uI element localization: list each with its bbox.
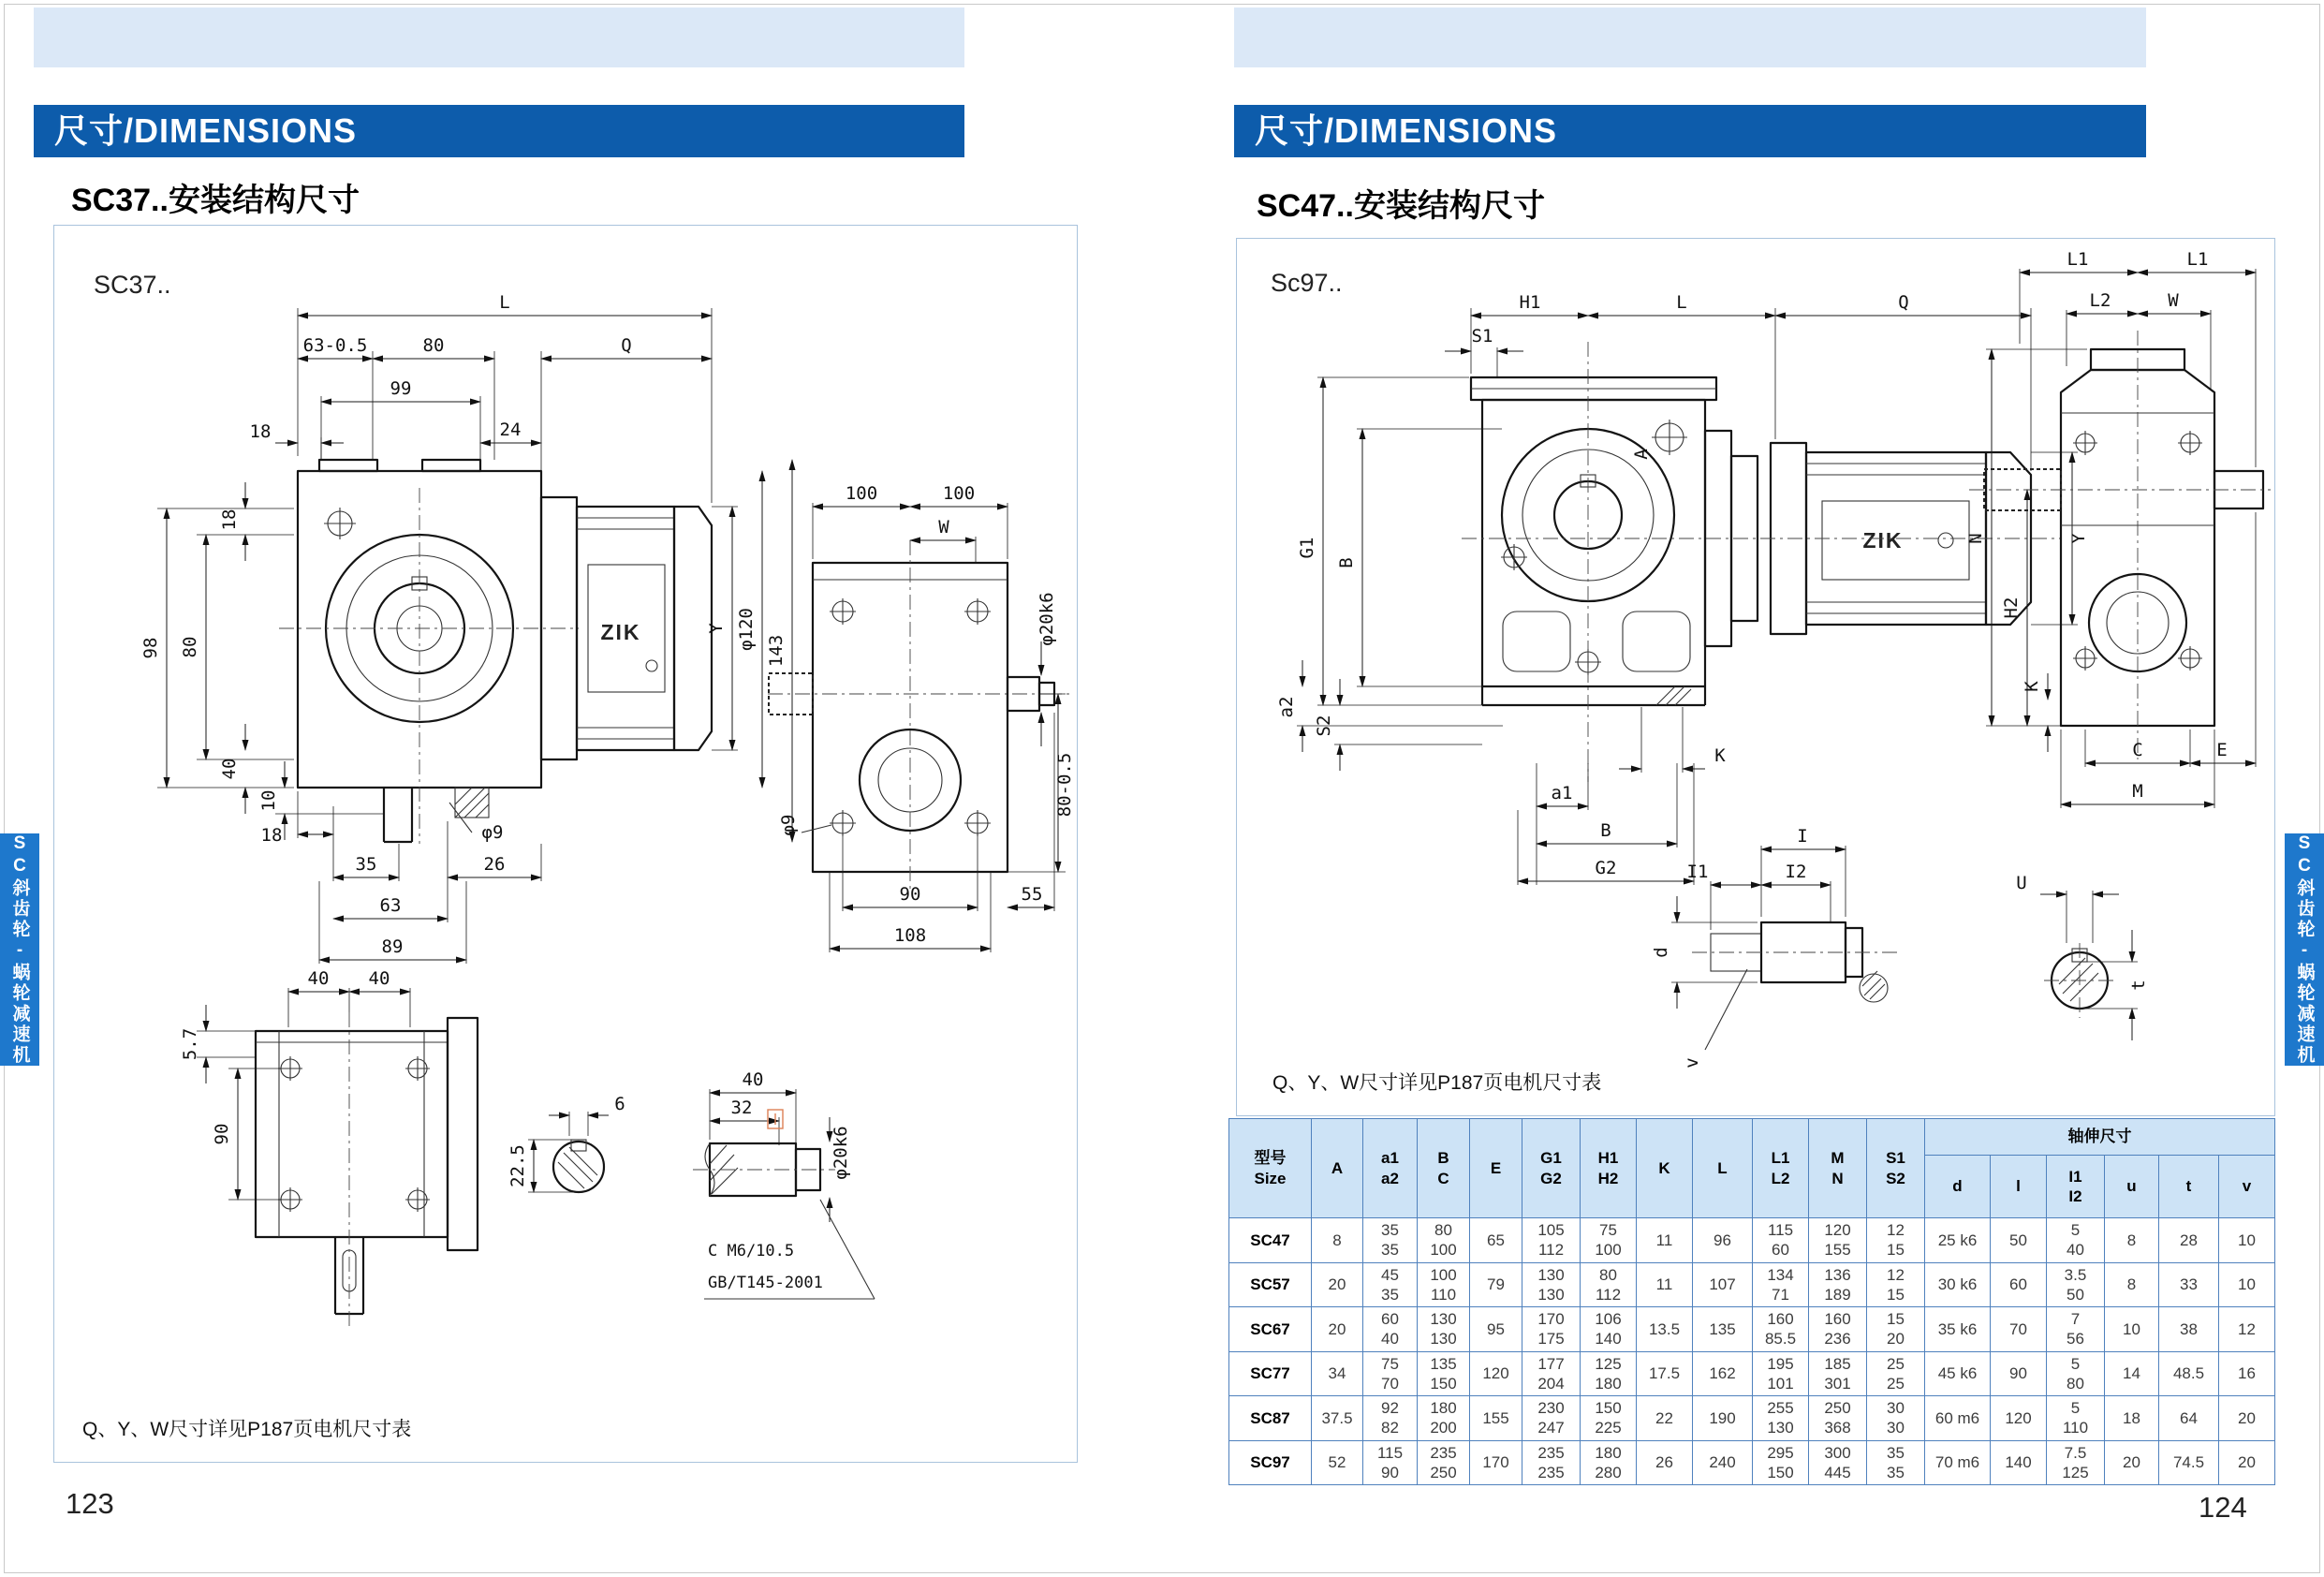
svg-text:W: W	[938, 517, 949, 538]
dim-value-cell: 195 101	[1753, 1351, 1809, 1396]
col-header-v: v	[2219, 1156, 2275, 1218]
dim-value-cell: 75 100	[1581, 1218, 1637, 1263]
key-section-view	[2016, 873, 2149, 1040]
dim-value-cell: 80 112	[1581, 1262, 1637, 1307]
svg-text:S1: S1	[1471, 326, 1493, 346]
svg-text:L: L	[1676, 292, 1687, 313]
table-row	[1229, 1307, 2275, 1352]
dim-value-cell: 18	[2105, 1396, 2159, 1441]
right-section-banner	[1234, 105, 2146, 157]
left-section-banner	[34, 105, 964, 157]
svg-text:C M6/10.5: C M6/10.5	[708, 1242, 795, 1260]
dim-value-cell: 160 236	[1809, 1307, 1867, 1352]
dim-value-cell: 30 k6	[1925, 1262, 1991, 1307]
table-row	[1229, 1396, 2275, 1441]
svg-text:Q: Q	[1898, 292, 1909, 313]
dim-value-cell: 92 82	[1363, 1396, 1418, 1441]
dim-value-cell: 60 m6	[1925, 1396, 1991, 1441]
dim-value-cell: 7.5 125	[2047, 1440, 2105, 1485]
svg-text:S2: S2	[1314, 715, 1334, 737]
svg-text:22.5: 22.5	[507, 1144, 528, 1187]
svg-text:Q: Q	[621, 335, 632, 356]
model-size-cell: SC57	[1229, 1262, 1312, 1307]
dim-value-cell: 45 k6	[1925, 1351, 1991, 1396]
dim-value-cell: 135	[1693, 1307, 1753, 1352]
motor-logo: ZIK	[600, 620, 641, 644]
dim-value-cell: 64	[2159, 1396, 2219, 1441]
col-header-u: u	[2105, 1156, 2159, 1218]
svg-text:v: v	[1682, 1057, 1702, 1069]
svg-text:6: 6	[614, 1094, 625, 1114]
dim-value-cell: 190	[1693, 1396, 1753, 1441]
dim-value-cell: 134 71	[1753, 1262, 1809, 1307]
dim-value-cell: 10	[2219, 1218, 2275, 1263]
dim-value-cell: 60 40	[1363, 1307, 1418, 1352]
dim-value-cell: 120	[1991, 1396, 2047, 1441]
dim-value-cell: 140	[1991, 1440, 2047, 1485]
svg-text:K: K	[2022, 681, 2042, 692]
svg-text:B: B	[1600, 820, 1611, 841]
dim-value-cell: 20	[2105, 1440, 2159, 1485]
svg-text:L: L	[499, 292, 510, 313]
dim-value-cell: 48.5	[2159, 1351, 2219, 1396]
dim-value-cell: 5 80	[2047, 1351, 2105, 1396]
dim-value-cell: 5 110	[2047, 1396, 2105, 1441]
dim-value-cell: 15 20	[1867, 1307, 1925, 1352]
dim-value-cell: 106 140	[1581, 1307, 1637, 1352]
dim-value-cell: 10	[2105, 1307, 2159, 1352]
dim-value-cell: 20	[2219, 1440, 2275, 1485]
svg-text:U: U	[2016, 873, 2027, 893]
dim-value-cell: 20	[2219, 1396, 2275, 1441]
left-side-tab: SC斜齿轮-蜗轮减速机	[0, 833, 39, 1066]
dim-value-cell: 230 247	[1522, 1396, 1581, 1441]
svg-text:L1: L1	[2067, 249, 2089, 270]
model-size-cell: SC87	[1229, 1396, 1312, 1441]
svg-text:63: 63	[379, 895, 402, 916]
dim-value-cell: 235 250	[1418, 1440, 1470, 1485]
svg-text:GB/T145-2001: GB/T145-2001	[708, 1274, 823, 1292]
col-header-a1a2: a1 a2	[1363, 1119, 1418, 1218]
col-header-d: d	[1925, 1156, 1991, 1218]
dim-value-cell: 52	[1312, 1440, 1363, 1485]
svg-text:t: t	[2128, 980, 2149, 991]
dimension-table	[1228, 1118, 2275, 1485]
dim-value-cell: 120	[1470, 1351, 1522, 1396]
side-view	[768, 483, 1075, 952]
svg-text:H2: H2	[2001, 597, 2022, 619]
dim-value-cell: 100 110	[1418, 1262, 1470, 1307]
dim-value-cell: 295 150	[1753, 1440, 1809, 1485]
svg-text:I2: I2	[1785, 862, 1807, 882]
dim-value-cell: 162	[1693, 1351, 1753, 1396]
dim-value-cell: 150 225	[1581, 1396, 1637, 1441]
dim-value-cell: 115 90	[1363, 1440, 1418, 1485]
svg-text:108: 108	[893, 925, 927, 946]
left-banner-label: 尺寸/DIMENSIONS	[54, 111, 358, 150]
dim-value-cell: 5 40	[2047, 1218, 2105, 1263]
svg-text:K: K	[1714, 745, 1726, 766]
table-row	[1229, 1351, 2275, 1396]
svg-text:B: B	[1336, 557, 1357, 568]
dim-value-cell: 255 130	[1753, 1396, 1809, 1441]
dim-value-cell: 3.5 50	[2047, 1262, 2105, 1307]
right-banner-label: 尺寸/DIMENSIONS	[1255, 111, 1558, 150]
svg-text:89: 89	[381, 936, 404, 957]
svg-text:d: d	[1651, 947, 1671, 958]
dim-value-cell: 33	[2159, 1262, 2219, 1307]
bottom-view	[180, 968, 478, 1329]
dim-value-cell: 16	[2219, 1351, 2275, 1396]
sc47-technical-drawing	[1237, 239, 2274, 1115]
dim-value-cell: 22	[1637, 1396, 1693, 1441]
shaft-detail-view	[1651, 826, 1898, 1069]
dim-value-cell: 170 175	[1522, 1307, 1581, 1352]
svg-text:I: I	[1797, 826, 1808, 847]
drawing-variant-label: SC37..	[94, 271, 171, 299]
left-page-number: 123	[66, 1487, 114, 1520]
svg-text:E: E	[2216, 740, 2228, 760]
col-header-BC: B C	[1418, 1119, 1470, 1218]
col-header-E: E	[1470, 1119, 1522, 1218]
dim-value-cell: 45 35	[1363, 1262, 1418, 1307]
motor-dims-note: Q、Y、W尺寸详见P187页电机尺寸表	[82, 1419, 412, 1440]
dim-value-cell: 26	[1637, 1440, 1693, 1485]
dim-value-cell: 96	[1693, 1218, 1753, 1263]
svg-text:5.7: 5.7	[180, 1027, 200, 1061]
dim-value-cell: 8	[2105, 1262, 2159, 1307]
svg-text:φ20k6: φ20k6	[831, 1126, 851, 1180]
col-header-L: L	[1693, 1119, 1753, 1218]
dim-value-cell: 235 235	[1522, 1440, 1581, 1485]
col-header-S1S2: S1 S2	[1867, 1119, 1925, 1218]
dim-value-cell: 34	[1312, 1351, 1363, 1396]
model-size-cell: SC47	[1229, 1218, 1312, 1263]
side-view	[1965, 249, 2271, 808]
dim-value-cell: 10	[2219, 1262, 2275, 1307]
group-header-shaft-ext: 轴伸尺寸	[1925, 1119, 2275, 1156]
dim-value-cell: 14	[2105, 1351, 2159, 1396]
motor-dims-note: Q、Y、W尺寸详见P187页电机尺寸表	[1272, 1072, 1602, 1094]
left-page-title: SC37..安装结构尺寸	[71, 183, 360, 218]
svg-text:90: 90	[212, 1123, 232, 1145]
svg-text:90: 90	[899, 884, 921, 905]
dim-value-cell: 250 368	[1809, 1396, 1867, 1441]
svg-text:a2: a2	[1276, 696, 1297, 718]
dim-value-cell: 13.5	[1637, 1307, 1693, 1352]
dim-value-cell: 50	[1991, 1218, 2047, 1263]
svg-text:100: 100	[845, 483, 878, 504]
dim-value-cell: 79	[1470, 1262, 1522, 1307]
motor-logo: ZIK	[1862, 528, 1904, 553]
svg-text:40: 40	[368, 968, 390, 989]
col-header-t: t	[2159, 1156, 2219, 1218]
dim-value-cell: 125 180	[1581, 1351, 1637, 1396]
key-section-view	[507, 1094, 625, 1192]
dim-value-cell: 130 130	[1522, 1262, 1581, 1307]
shaft-end-view	[693, 1069, 875, 1299]
svg-text:18: 18	[219, 508, 240, 531]
svg-text:G2: G2	[1595, 858, 1617, 878]
dim-value-cell: 74.5	[2159, 1440, 2219, 1485]
svg-text:63-0.5: 63-0.5	[302, 335, 368, 356]
col-header-MN: M N	[1809, 1119, 1867, 1218]
dim-value-cell: 185 301	[1809, 1351, 1867, 1396]
right-top-band	[1234, 7, 2146, 67]
svg-text:10: 10	[258, 789, 279, 812]
input-shaft-hidden	[1984, 469, 2061, 510]
svg-text:L1: L1	[2186, 249, 2209, 270]
model-size-cell: SC97	[1229, 1440, 1312, 1485]
svg-text:35: 35	[355, 854, 377, 875]
dim-value-cell: 60	[1991, 1262, 2047, 1307]
svg-text:Y: Y	[2068, 533, 2089, 544]
svg-text:80: 80	[180, 636, 200, 658]
svg-text:55: 55	[1021, 884, 1043, 905]
dim-value-cell: 75 70	[1363, 1351, 1418, 1396]
dim-value-cell: 37.5	[1312, 1396, 1363, 1441]
right-page-number: 124	[2199, 1491, 2247, 1524]
svg-text:32: 32	[730, 1098, 753, 1118]
sc47-drawing-box	[1236, 238, 2275, 1116]
dim-value-cell: 177 204	[1522, 1351, 1581, 1396]
dim-value-cell: 38	[2159, 1307, 2219, 1352]
dim-value-cell: 115 60	[1753, 1218, 1809, 1263]
col-header-K: K	[1637, 1119, 1693, 1218]
col-header-G1G2: G1 G2	[1522, 1119, 1581, 1218]
col-header-H1H2: H1 H2	[1581, 1119, 1637, 1218]
svg-text:143: 143	[766, 634, 787, 668]
dim-value-cell: 95	[1470, 1307, 1522, 1352]
svg-text:L2: L2	[2089, 290, 2111, 311]
svg-text:A: A	[1631, 449, 1652, 460]
table-row	[1229, 1218, 2275, 1263]
dim-value-cell: 7 56	[2047, 1307, 2105, 1352]
col-header-A: A	[1312, 1119, 1363, 1218]
svg-text:G1: G1	[1297, 537, 1317, 559]
svg-text:26: 26	[483, 854, 506, 875]
dim-value-cell: 12 15	[1867, 1262, 1925, 1307]
col-header-L1L2: L1 L2	[1753, 1119, 1809, 1218]
table-row	[1229, 1262, 2275, 1307]
svg-text:H1: H1	[1519, 292, 1541, 313]
dim-value-cell: 11	[1637, 1218, 1693, 1263]
dim-value-cell: 17.5	[1637, 1351, 1693, 1396]
dim-value-cell: 80 100	[1418, 1218, 1470, 1263]
svg-text:W: W	[2168, 290, 2179, 311]
dim-value-cell: 107	[1693, 1262, 1753, 1307]
svg-text:98: 98	[140, 637, 161, 659]
dim-value-cell: 35 35	[1867, 1440, 1925, 1485]
svg-text:a1: a1	[1551, 783, 1573, 803]
dim-value-cell: 28	[2159, 1218, 2219, 1263]
svg-text:N: N	[1965, 533, 1986, 544]
dim-value-cell: 130 130	[1418, 1307, 1470, 1352]
sc37-technical-drawing	[54, 226, 1077, 1462]
svg-text:φ120: φ120	[736, 608, 757, 651]
svg-text:18: 18	[260, 825, 283, 846]
svg-text:24: 24	[499, 420, 522, 440]
svg-text:18: 18	[249, 421, 272, 442]
dim-value-cell: 25 k6	[1925, 1218, 1991, 1263]
svg-text:40: 40	[219, 758, 240, 780]
svg-text:40: 40	[307, 968, 330, 989]
model-size-cell: SC67	[1229, 1307, 1312, 1352]
dim-value-cell: 65	[1470, 1218, 1522, 1263]
dim-value-cell: 136 189	[1809, 1262, 1867, 1307]
dim-value-cell: 25 25	[1867, 1351, 1925, 1396]
dim-value-cell: 180 200	[1418, 1396, 1470, 1441]
dim-value-cell: 35 k6	[1925, 1307, 1991, 1352]
dim-value-cell: 120 155	[1809, 1218, 1867, 1263]
dim-value-cell: 12 15	[1867, 1218, 1925, 1263]
svg-text:Y: Y	[706, 623, 727, 634]
svg-text:φ20k6: φ20k6	[1037, 592, 1057, 646]
dim-value-cell: 135 150	[1418, 1351, 1470, 1396]
right-side-tab: SC斜齿轮-蜗轮减速机	[2285, 833, 2324, 1066]
sc37-drawing-box	[53, 225, 1078, 1463]
model-size-cell: SC77	[1229, 1351, 1312, 1396]
dim-value-cell: 70 m6	[1925, 1440, 1991, 1485]
dim-value-cell: 90	[1991, 1351, 2047, 1396]
right-page-title: SC47..安装结构尺寸	[1257, 188, 1545, 224]
svg-text:99: 99	[390, 378, 412, 399]
svg-text:M: M	[2132, 781, 2143, 802]
dimension-table-body	[1229, 1218, 2275, 1485]
drawing-variant-label: Sc97..	[1271, 269, 1343, 297]
svg-text:I1: I1	[1686, 862, 1709, 882]
dim-value-cell: 155	[1470, 1396, 1522, 1441]
table-row	[1229, 1440, 2275, 1485]
dim-value-cell: 180 280	[1581, 1440, 1637, 1485]
front-view	[1276, 292, 2089, 885]
svg-text:φ9: φ9	[778, 814, 799, 836]
dim-value-cell: 20	[1312, 1307, 1363, 1352]
col-header-I1I2: I1 I2	[2047, 1156, 2105, 1218]
dim-value-cell: 8	[1312, 1218, 1363, 1263]
col-header-size: 型号 Size	[1229, 1119, 1312, 1218]
svg-text:φ9: φ9	[481, 822, 504, 843]
left-top-band	[34, 7, 964, 67]
dim-value-cell: 170	[1470, 1440, 1522, 1485]
svg-text:100: 100	[942, 483, 976, 504]
svg-text:80: 80	[422, 335, 445, 356]
dim-value-cell: 70	[1991, 1307, 2047, 1352]
svg-text:C: C	[2132, 740, 2143, 760]
dim-value-cell: 20	[1312, 1262, 1363, 1307]
dim-value-cell: 11	[1637, 1262, 1693, 1307]
front-view	[140, 292, 792, 964]
dim-value-cell: 30 30	[1867, 1396, 1925, 1441]
dim-value-cell: 300 445	[1809, 1440, 1867, 1485]
dim-value-cell: 105 112	[1522, 1218, 1581, 1263]
svg-text:40: 40	[742, 1069, 764, 1090]
dim-value-cell: 35 35	[1363, 1218, 1418, 1263]
svg-text:80-0.5: 80-0.5	[1054, 752, 1075, 818]
dim-value-cell: 240	[1693, 1440, 1753, 1485]
dim-value-cell: 12	[2219, 1307, 2275, 1352]
col-header-l: l	[1991, 1156, 2047, 1218]
dim-value-cell: 8	[2105, 1218, 2159, 1263]
dim-value-cell: 160 85.5	[1753, 1307, 1809, 1352]
